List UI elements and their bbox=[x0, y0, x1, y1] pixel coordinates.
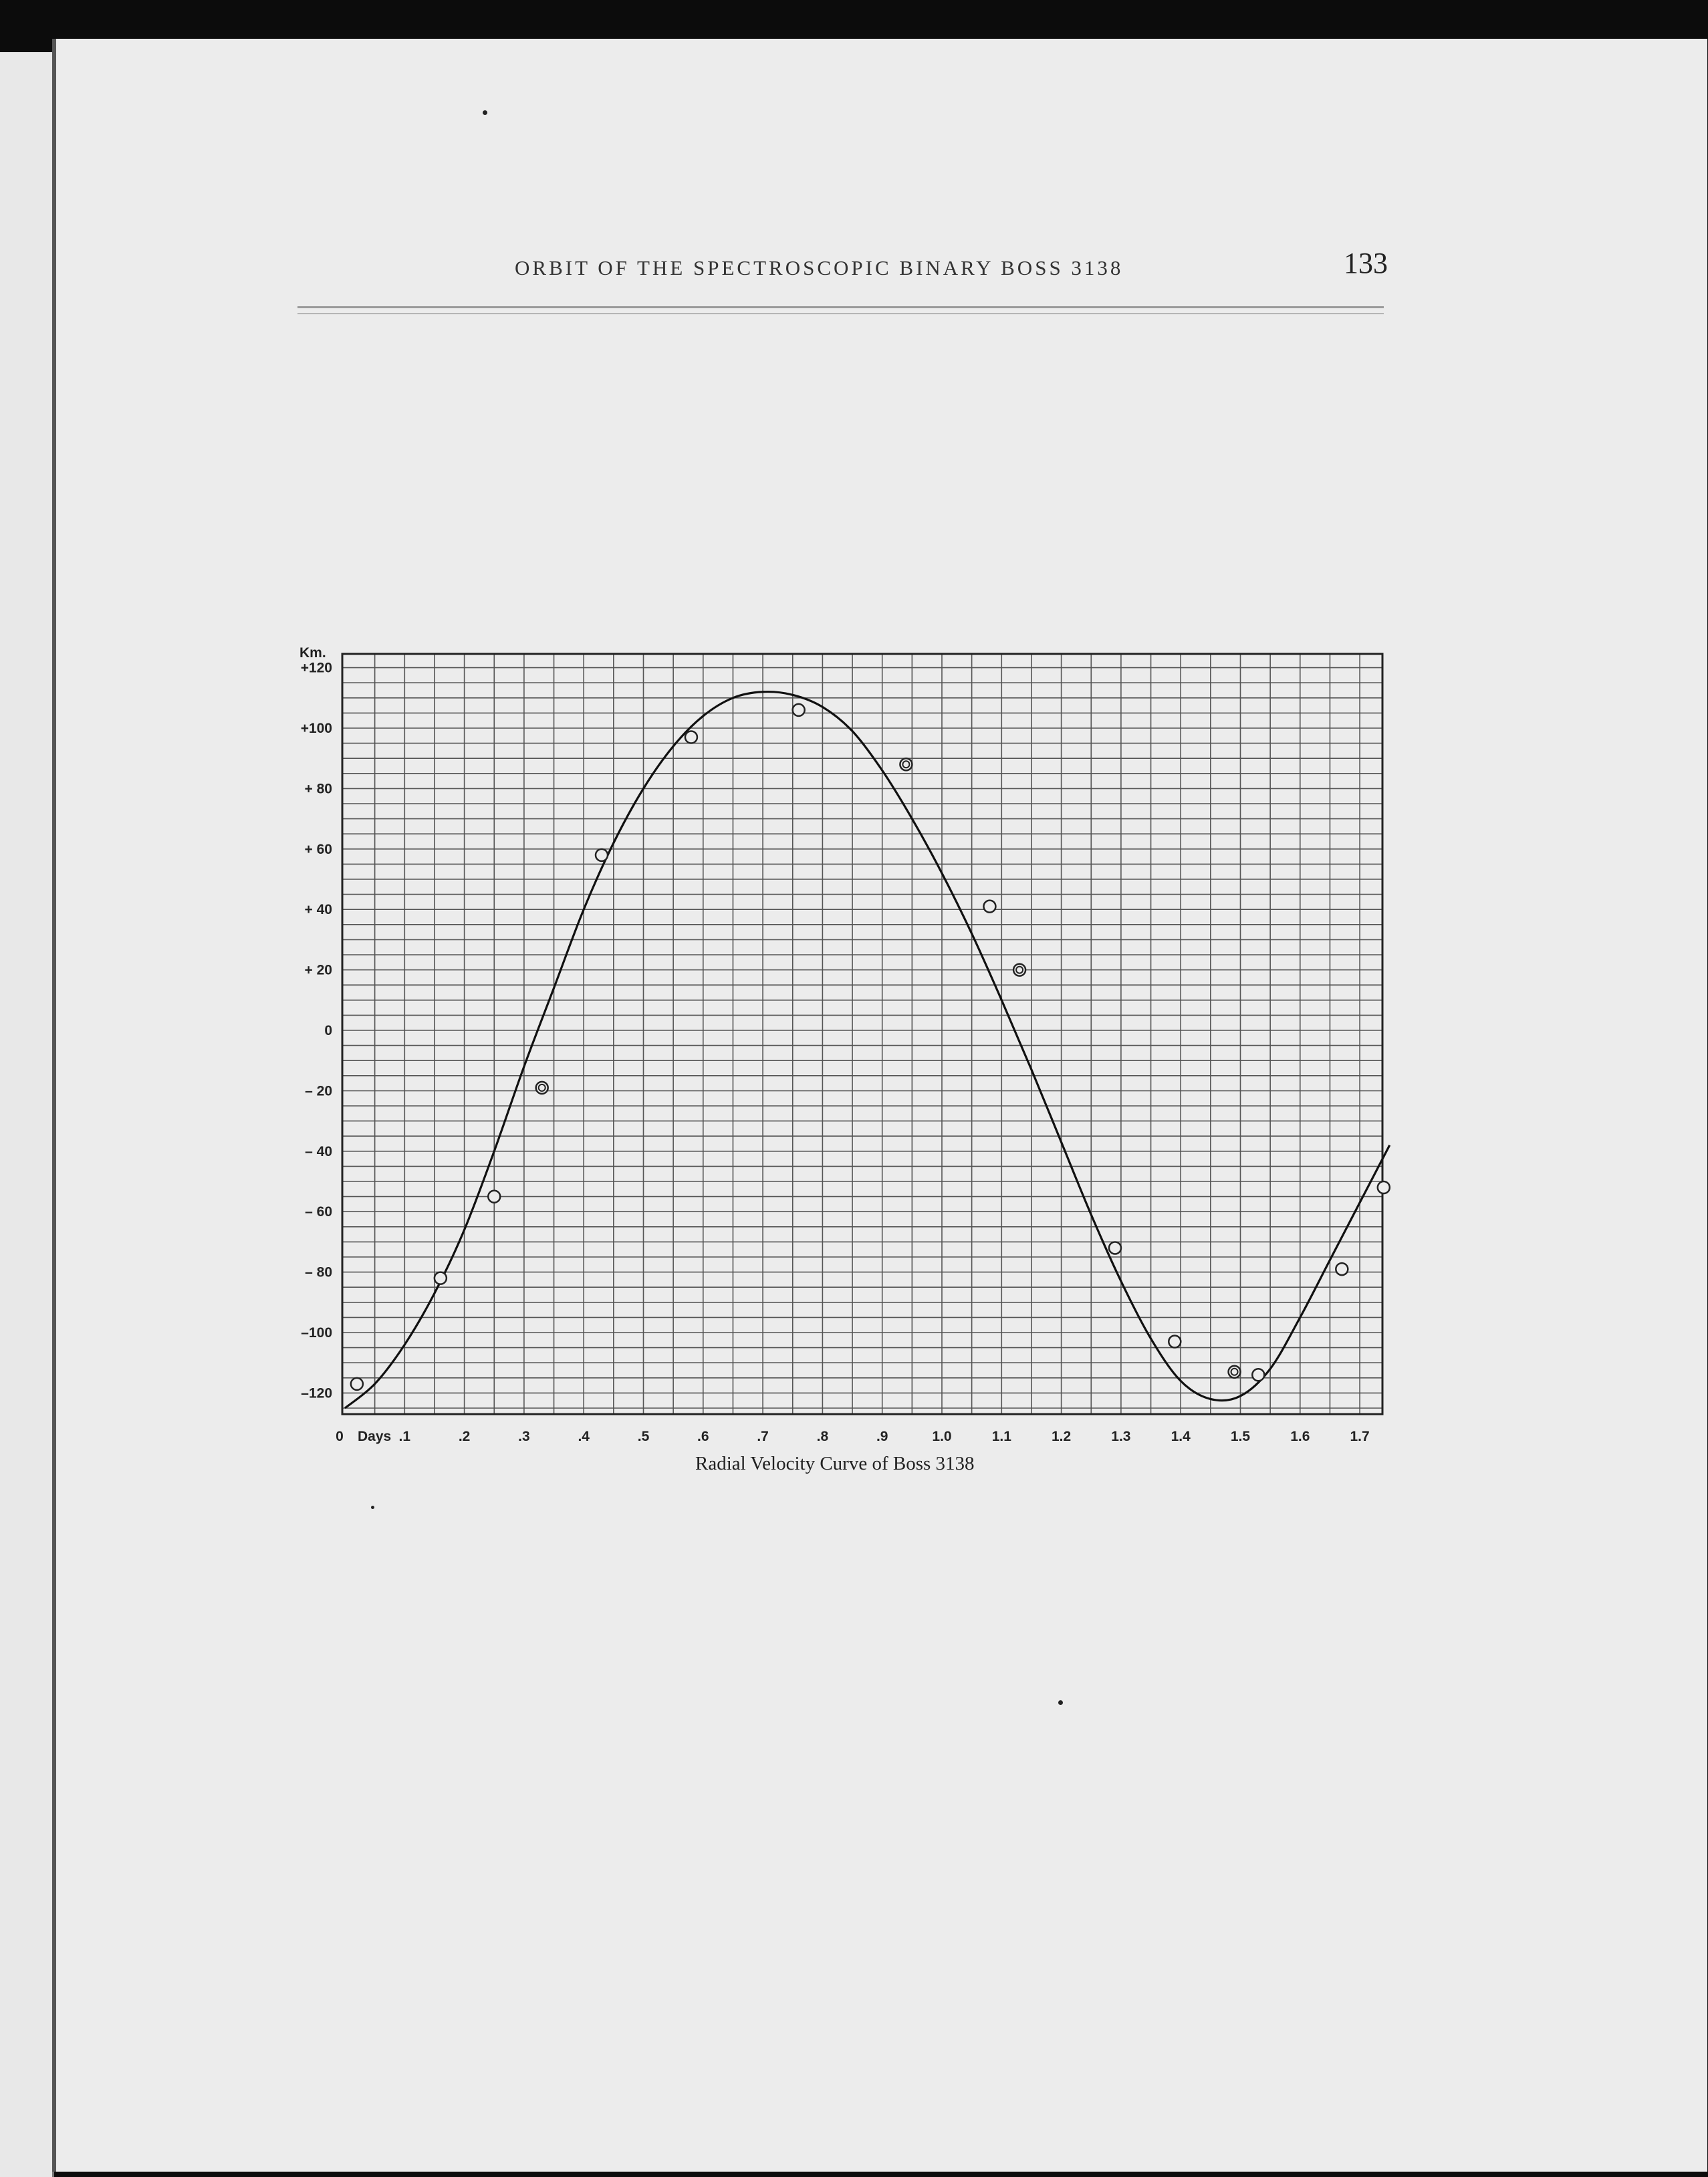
x-tick-label: 1.7 bbox=[1350, 1429, 1370, 1444]
observation-point bbox=[536, 1082, 548, 1094]
page-number: 133 bbox=[1344, 247, 1388, 279]
x-tick-label: .3 bbox=[518, 1429, 530, 1444]
plot-frame bbox=[342, 654, 1382, 1414]
x-tick-label: .2 bbox=[458, 1429, 471, 1444]
x-tick-label: 1.1 bbox=[991, 1429, 1011, 1444]
x-tick-label: .6 bbox=[697, 1429, 709, 1444]
y-tick-label: +100 bbox=[300, 721, 332, 736]
print-speck bbox=[371, 1506, 374, 1509]
observation-point bbox=[983, 901, 995, 913]
axis-labels bbox=[299, 645, 1370, 1444]
chart-grid bbox=[342, 654, 1382, 1414]
x-tick-label: .5 bbox=[637, 1429, 650, 1444]
running-header: ORBIT OF THE SPECTROSCOPIC BINARY BOSS 3138 bbox=[515, 256, 1124, 279]
y-tick-label: – 20 bbox=[305, 1083, 332, 1099]
x-tick-label: 1.3 bbox=[1111, 1429, 1131, 1444]
observation-point bbox=[685, 731, 697, 743]
observation-point bbox=[1252, 1369, 1264, 1381]
observation-point bbox=[351, 1378, 363, 1390]
x-tick-label: 0 bbox=[336, 1429, 344, 1444]
figure-caption: Radial Velocity Curve of Boss 3138 bbox=[695, 1453, 975, 1474]
x-tick-label: .8 bbox=[816, 1429, 829, 1444]
y-tick-label: –100 bbox=[301, 1325, 332, 1341]
observation-point bbox=[435, 1272, 447, 1284]
observation-point bbox=[900, 758, 912, 770]
y-tick-label: – 60 bbox=[305, 1204, 332, 1220]
observation-point bbox=[488, 1191, 500, 1203]
x-tick-label: .9 bbox=[876, 1429, 888, 1444]
x-tick-label: 1.4 bbox=[1171, 1429, 1191, 1444]
y-tick-label: + 20 bbox=[304, 962, 332, 978]
velocity-curve bbox=[345, 692, 1390, 1408]
x-tick-label: 1.5 bbox=[1230, 1429, 1251, 1444]
x-tick-label: .4 bbox=[578, 1429, 590, 1444]
x-tick-label: 1.0 bbox=[932, 1429, 952, 1444]
observation-point bbox=[1229, 1366, 1241, 1378]
y-tick-label: + 40 bbox=[304, 902, 332, 918]
print-speck bbox=[1058, 1700, 1063, 1705]
observation-point bbox=[1109, 1242, 1121, 1254]
observation-point bbox=[1378, 1181, 1390, 1193]
print-speck bbox=[483, 110, 487, 115]
y-tick-label: – 80 bbox=[305, 1264, 332, 1280]
y-tick-label: – 40 bbox=[305, 1143, 332, 1159]
observation-point bbox=[1336, 1263, 1348, 1275]
x-tick-label: .1 bbox=[398, 1429, 411, 1444]
observation-point bbox=[596, 849, 608, 861]
y-tick-label: + 80 bbox=[304, 781, 332, 797]
x-tick-label: 1.6 bbox=[1290, 1429, 1310, 1444]
y-tick-label: –120 bbox=[301, 1385, 332, 1401]
x-tick-label: .7 bbox=[757, 1429, 769, 1444]
x-axis-title: Days bbox=[358, 1429, 392, 1444]
y-tick-label: +120 bbox=[300, 660, 332, 676]
y-axis-unit: Km. bbox=[299, 645, 326, 661]
velocity-curve-group bbox=[345, 692, 1390, 1408]
observation-point bbox=[1013, 964, 1025, 976]
y-tick-label: + 60 bbox=[304, 841, 332, 857]
observation-point bbox=[1169, 1336, 1181, 1348]
observation-point bbox=[793, 704, 805, 716]
x-tick-label: 1.2 bbox=[1051, 1429, 1072, 1444]
y-tick-label: 0 bbox=[324, 1023, 332, 1038]
